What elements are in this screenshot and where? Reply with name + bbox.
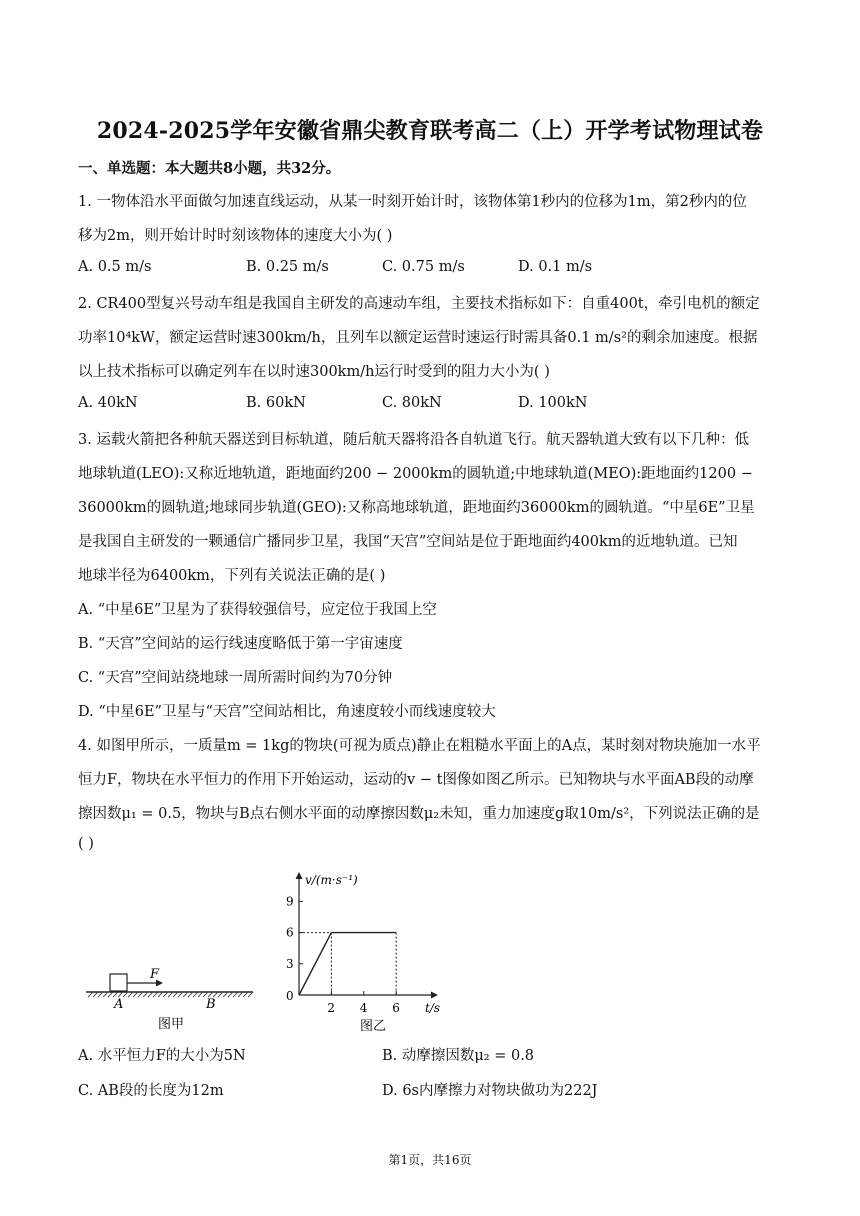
q4-line: ( ) — [78, 836, 94, 852]
q3-line: 36000km的圆轨道;地球同步轨道(GEO):又称高地球轨道，距地面约36000km的圆轨道。“中星6E”卫星 — [78, 500, 755, 516]
page-title: 2024-2025学年安徽省鼎尖教育联考高二（上）开学考试物理试卷 — [96, 118, 764, 144]
x-axis-arrow — [431, 992, 438, 999]
q4-option-c: C. AB段的长度为12m — [78, 1083, 224, 1099]
section-heading: 一、单选题：本大题共8小题，共32分。 — [78, 160, 341, 177]
force-label: F — [150, 967, 160, 982]
q4-option-b: B. 动摩擦因数μ₂ = 0.8 — [382, 1048, 535, 1064]
y-axis-label: v/(m·s⁻¹) — [305, 873, 358, 887]
q3-option-b: B. “天宫”空间站的运行线速度略低于第一宇宙速度 — [78, 636, 403, 652]
q3-option-a: A. “中星6E”卫星为了获得较强信号，应定位于我国上空 — [78, 602, 437, 618]
point-a-label: A — [114, 997, 124, 1012]
q4-figure — [70, 862, 490, 1038]
q1-option-d: D. 0.1 m/s — [518, 259, 593, 275]
q2-line: 2. CR400型复兴号动车组是我国自主研发的高速动车组，主要技术指标如下：自重400t，牵引电机的额定 — [78, 296, 760, 312]
page-footer: 第1页，共16页 — [388, 1153, 472, 1167]
ground-surface — [86, 992, 253, 997]
q2-option-d: D. 100kN — [518, 395, 588, 411]
q1-option-b: B. 0.25 m/s — [246, 259, 329, 275]
block — [110, 974, 127, 991]
q4-line: 恒力F，物块在水平恒力的作用下开始运动，运动的v − t图像如图乙所示。已知物块与水平面AB段的动摩 — [78, 772, 754, 788]
q4-figure-svg — [70, 862, 490, 1038]
x-tick-label: 2 — [327, 1001, 336, 1015]
q4-line: 擦因数μ₁ = 0.5，物块与B点右侧水平面的动摩擦因数μ₂未知，重力加速度g取10m/s²，下列说法正确的是 — [78, 806, 760, 822]
q2-option-a: A. 40kN — [78, 395, 138, 411]
q1-option-c: C. 0.75 m/s — [382, 259, 465, 275]
y-tick-label: 3 — [286, 956, 294, 971]
x-tick-label: 4 — [359, 1001, 368, 1015]
q3-line: 地球半径为6400km，下列有关说法正确的是( ) — [78, 568, 386, 584]
q1-line: 移为2m，则开始计时时刻该物体的速度大小为( ) — [78, 228, 393, 244]
origin-label: 0 — [286, 989, 294, 1003]
q4-option-a: A. 水平恒力F的大小为5N — [78, 1048, 246, 1064]
q2-line: 功率10⁴kW，额定运营时速300km/h，且列车以额定运营时速运行时需具备0.1 m/s²的剩余加速度。根据 — [78, 330, 758, 346]
q3-option-d: D. “中星6E”卫星与“天宫”空间站相比，角速度较小而线速度较大 — [78, 704, 496, 720]
q2-option-c: C. 80kN — [382, 395, 442, 411]
x-tick-label: 6 — [392, 1001, 400, 1015]
q3-line: 是我国自主研发的一颗通信广播同步卫星，我国“天宫”空间站是位于距地面约400km的近地轨道。已知 — [78, 534, 738, 550]
q3-line: 地球轨道(LEO):又称近地轨道，距地面约200 − 2000km的圆轨道;中地球轨道(MEO):距地面约1200 − — [78, 466, 753, 482]
q4-line: 4. 如图甲所示，一质量m = 1kg的物块(可视为质点)静止在粗糙水平面上的A点，某时刻对物块施加一水平 — [78, 738, 761, 754]
q1-option-a: A. 0.5 m/s — [78, 259, 152, 275]
x-axis-label: t/s — [425, 1001, 441, 1015]
q3-option-c: C. “天宫”空间站绕地球一周所需时间约为70分钟 — [78, 670, 393, 686]
q2-option-b: B. 60kN — [246, 395, 306, 411]
q4-option-d: D. 6s内摩擦力对物块做功为222J — [382, 1083, 598, 1099]
q1-line: 1. 一物体沿水平面做匀加速直线运动，从某一时刻开始计时，该物体第1秒内的位移为1m，第2秒内的位 — [78, 194, 747, 210]
figure-caption-right: 图乙 — [360, 1019, 387, 1034]
q3-line: 3. 运载火箭把各种航天器送到目标轨道，随后航天器将沿各自轨道飞行。航天器轨道大致有以下几种：低 — [78, 432, 749, 448]
y-axis-arrow — [296, 872, 303, 879]
y-tick-label: 6 — [286, 925, 294, 940]
point-b-label: B — [206, 997, 216, 1012]
y-tick-label: 9 — [286, 894, 294, 909]
q2-line: 以上技术指标可以确定列车在以时速300km/h运行时受到的阻力大小为( ) — [78, 364, 550, 380]
velocity-segment — [299, 933, 331, 995]
figure-caption-left: 图甲 — [158, 1017, 185, 1032]
vt-graph — [286, 872, 440, 1015]
